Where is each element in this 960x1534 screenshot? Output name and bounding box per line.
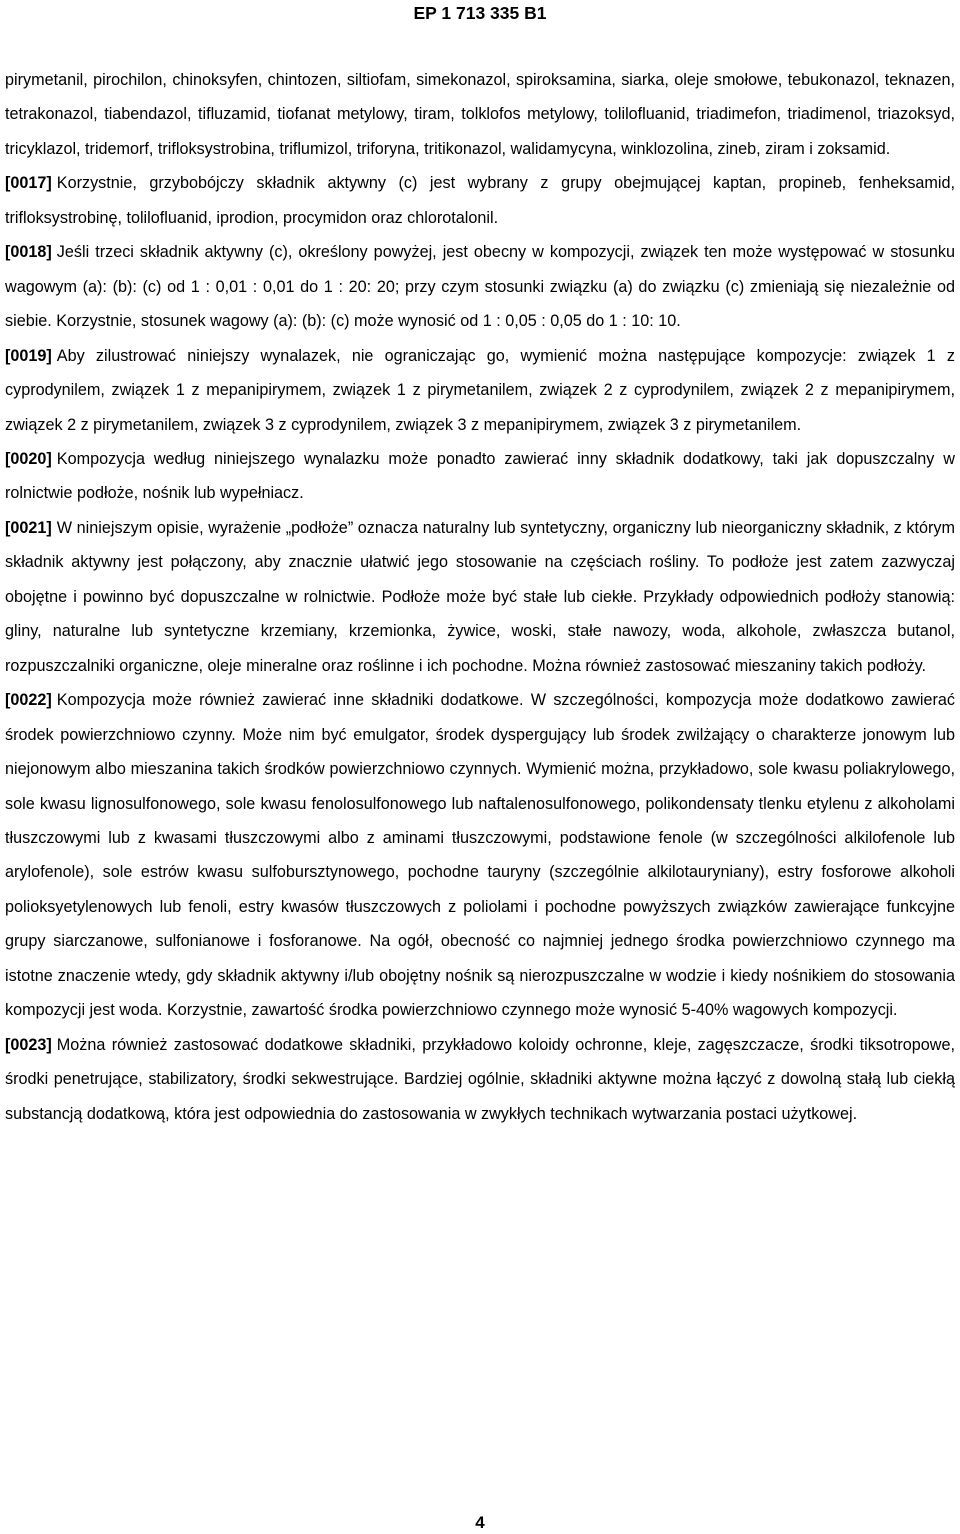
paragraph-0023 (5, 1028, 955, 1131)
paragraph-0018 (5, 235, 955, 338)
paragraph-0019 (5, 339, 955, 442)
patent-number-header: EP 1 713 335 B1 (413, 3, 547, 23)
paragraph-number: [0018] (5, 243, 52, 262)
paragraph-continuation (5, 63, 955, 166)
paragraph-number: [0020] (5, 449, 52, 468)
paragraph-text: W niniejszym opisie, wyrażenie „podłoże” oznacza naturalny lub syntetyczny, organiczny lub nieorganiczny składnik, z którym składnik aktywny jest połączony, aby znacznie ułatwić jego stosowanie na częściach rośliny. To podłoże jest zatem zazwyczaj obojętne i powinno być dopuszczalne w rolnictwie. Podłoże może być stałe lub ciekłe. Przykłady odpowiednich podłoży stanowią: gliny, naturalne lub syntetyczne krzemiany, krzemionka, żywice, woski, stałe nawozy, woda, alkohole, zwłaszcza butanol, rozpuszczalniki organiczne, oleje mineralne oraz roślinne i ich pochodne. Można również zastosować mieszaniny takich podłoży. (5, 518, 955, 675)
paragraph-0021 (5, 511, 955, 683)
paragraph-number: [0017] (5, 174, 52, 193)
paragraph-text: Jeśli trzeci składnik aktywny (c), określony powyżej, jest obecny w kompozycji, związek ten może występować w stosunku wagowym (a): (b): (c) od 1 : 0,01 : 0,01 do 1 : 20: 20; przy czym stosunki związku (a) do związku (c) zmieniają się niezależnie od siebie. Korzystnie, stosunek wagowy (a): (b): (c) może wynosić od 1 : 0,05 : 0,05 do 1 : 10: 10. (5, 243, 955, 331)
page-number: 4 (475, 1513, 485, 1532)
description-body (5, 63, 955, 1131)
paragraph-number: [0023] (5, 1035, 52, 1054)
paragraph-0022 (5, 683, 955, 1028)
paragraph-0017 (5, 166, 955, 235)
paragraph-text: Kompozycja według niniejszego wynalazku może ponadto zawierać inny składnik dodatkowy, taki jak dopuszczalny w rolnictwie podłoże, nośnik lub wypełniacz. (5, 449, 955, 503)
paragraph-text: Kompozycja może również zawierać inne składniki dodatkowe. W szczególności, kompozycja może dodatkowo zawierać środek powierzchniowo czynny. Może nim być emulgator, środek dyspergujący lub środek zwilżający o charakterze jonowym lub niejonowym albo mieszanina takich środków powierzchniowo czynnych. Wymienić można, przykładowo, sole kwasu poliakrylowego, sole kwasu lignosulfonowego, sole kwasu fenolosulfonowego lub naftalenosulfonowego, polikondensaty tlenku etylenu z alkoholami tłuszczowymi lub z kwasami tłuszczowymi albo z aminami tłuszczowymi, podstawione fenole (w szczególności alkilofenole lub arylofenole), sole estrów kwasu sulfobursztynowego, pochodne tauryny (szczególnie alkilotauryniany), estry fosforowe alkoholi polioksyetylenowych lub fenoli, estry kwasów tłuszczowych z poliolami i pochodne powyższych związków zawierające funkcyjne grupy siarczanowe, sulfonianowe i fosforanowe. Na ogół, obecność co najmniej jednego środka powierzchniowo czynnego ma istotne znaczenie wtedy, gdy składnik aktywny i/lub obojętny nośnik są nierozpuszczalne w wodzie i kiedy nośnikiem do stosowania kompozycji jest woda. Korzystnie, zawartość środka powierzchniowo czynnego może wynosić 5-40% wagowych kompozycji. (5, 691, 955, 1020)
paragraph-number: [0019] (5, 346, 52, 365)
paragraph-0020 (5, 442, 955, 511)
paragraph-text: Korzystnie, grzybobójczy składnik aktywny (c) jest wybrany z grupy obejmującej kaptan, propineb, fenheksamid, trifloksystrobinę, tolilofluanid, iprodion, procymidon oraz chlorotalonil. (5, 174, 955, 227)
paragraph-text: pirymetanil, pirochilon, chinoksyfen, chintozen, siltiofam, simekonazol, spiroksamina, siarka, oleje smołowe, tebukonazol, teknazen, tetrakonazol, tiabendazol, tifluzamid, tiofanat metylowy, tiram, tolklofos metylowy, tolilofluanid, triadimefon, triadimenol, triazoksyd, tricyklazol, tridemorf, trifloksystrobina, triflumizol, triforyna, tritikonazol, walidamycyna, winklozolina, zineb, ziram i zoksamid. (5, 71, 955, 158)
paragraph-number: [0021] (5, 518, 52, 537)
paragraph-text: Można również zastosować dodatkowe składniki, przykładowo koloidy ochronne, kleje, zagęszczacze, środki tiksotropowe, środki penetrujące, stabilizatory, środki sekwestrujące. Bardziej ogólnie, składniki aktywne można łączyć z dowolną stałą lub ciekłą substancją dodatkową, która jest odpowiednia do zastosowania w zwykłych technikach wytwarzania postaci użytkowej. (5, 1035, 955, 1123)
paragraph-text: Aby zilustrować niniejszy wynalazek, nie ograniczając go, wymienić można następujące kompozycje: związek 1 z cyprodynilem, związek 1 z mepanipirymem, związek 1 z pirymetanilem, związek 2 z cyprodynilem, związek 2 z mepanipirymem, związek 2 z pirymetanilem, związek 3 z cyprodynilem, związek 3 z mepanipirymem, związek 3 z pirymetanilem. (5, 346, 955, 434)
paragraph-number: [0022] (5, 691, 52, 710)
